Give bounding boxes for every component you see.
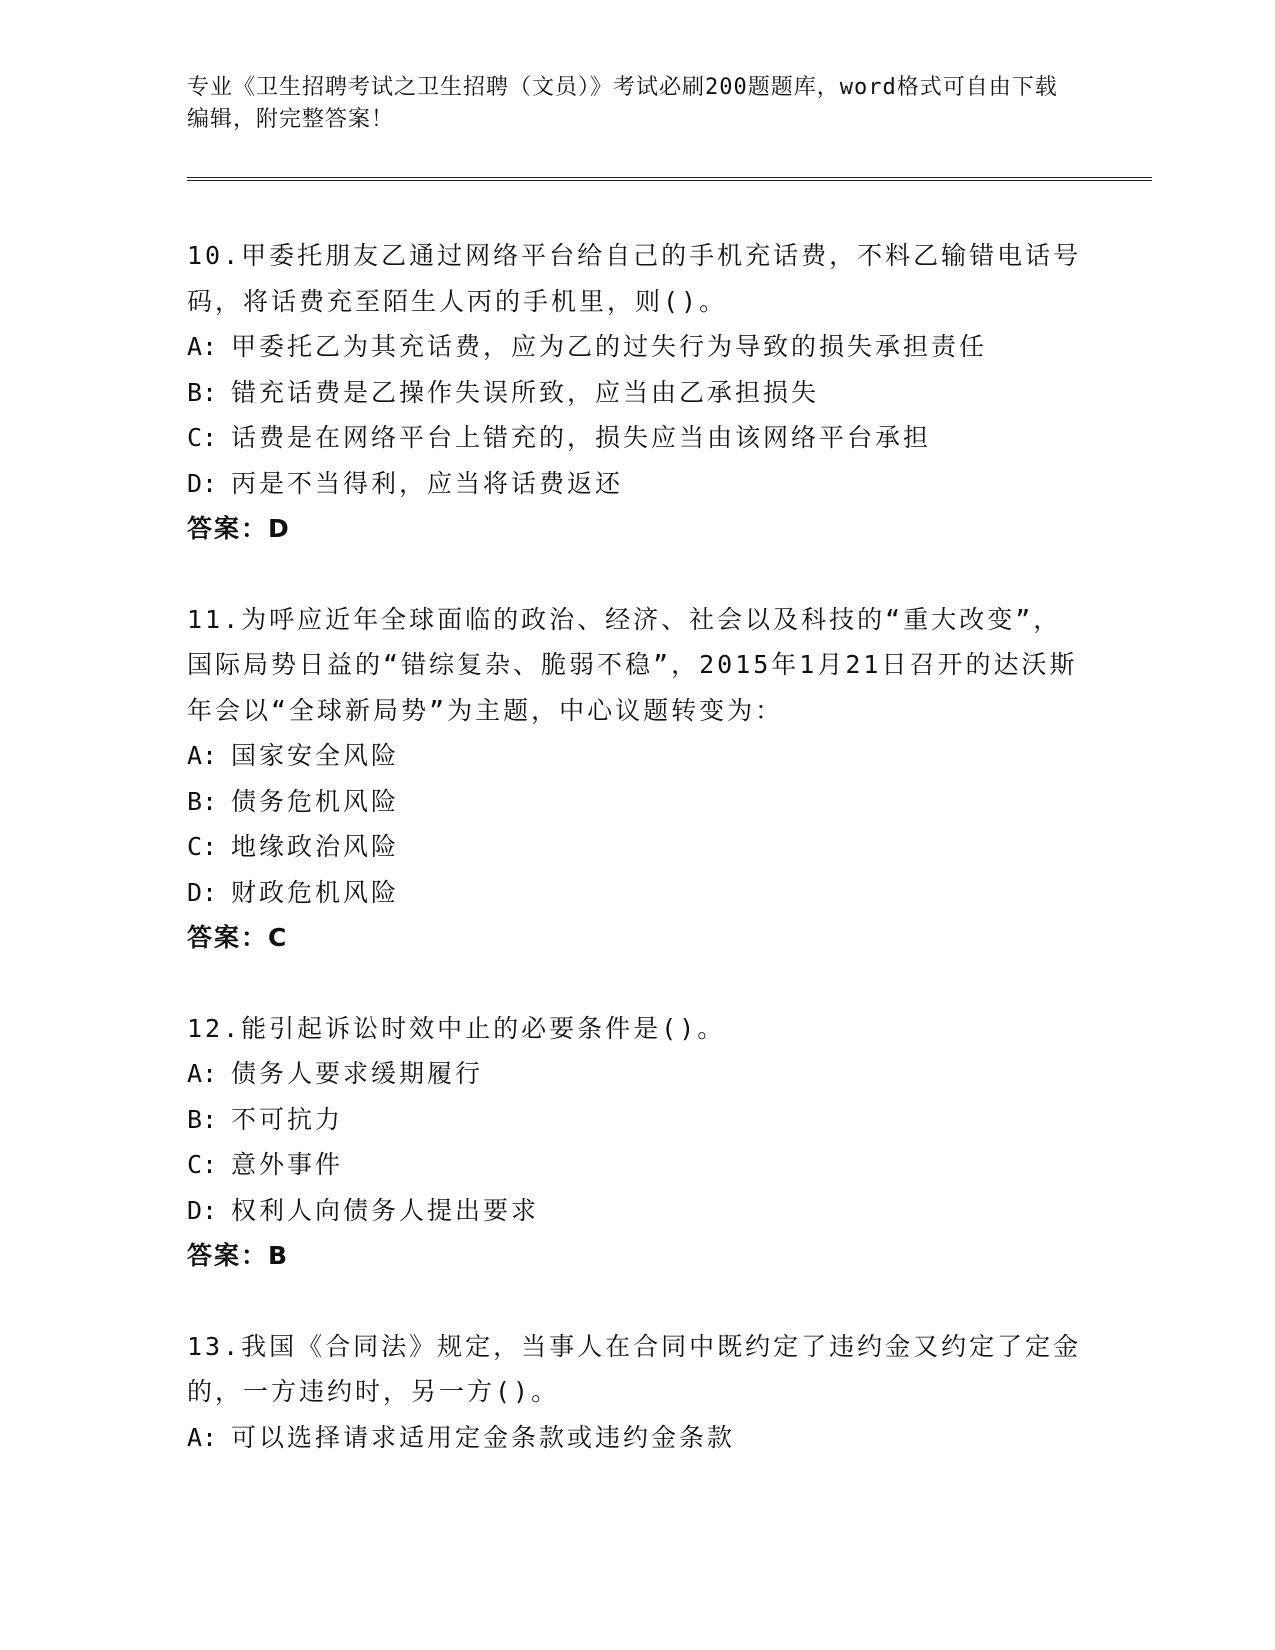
option-text: 可以选择请求适用定金条款或违约金条款 bbox=[231, 1422, 736, 1452]
question-list bbox=[187, 233, 1087, 1505]
option-key: D: bbox=[187, 468, 218, 498]
option-text: 丙是不当得利，应当将话费返还 bbox=[231, 468, 624, 498]
answer: 答案：B bbox=[187, 1241, 290, 1270]
option-text: 权利人向债务人提出要求 bbox=[231, 1195, 540, 1225]
option-text: 债务危机风险 bbox=[231, 786, 400, 816]
option-a bbox=[187, 324, 1087, 370]
option-key: A: bbox=[187, 741, 218, 770]
option-c bbox=[187, 824, 1087, 870]
option-key: B: bbox=[187, 1104, 218, 1134]
option-text: 国家安全风险 bbox=[231, 741, 400, 770]
question-text: 11.为呼应近年全球面临的政治、经济、社会以及科技的“重大改变”，国际局势日益的“错综复杂、脆弱不稳”，2015年1月21日召开的达沃斯年会以“全球新局势”为主题，中心议题转变为： bbox=[187, 604, 1078, 725]
option-key: A: bbox=[187, 1422, 218, 1452]
question-10 bbox=[187, 233, 1087, 552]
answer: 答案：C bbox=[187, 923, 289, 952]
option-d bbox=[187, 1188, 1087, 1234]
header-title: 专业《卫生招聘考试之卫生招聘（文员）》考试必刷200题题库，word格式可自由下载编辑，附完整答案！ bbox=[187, 75, 1058, 132]
option-text: 不可抗力 bbox=[231, 1104, 344, 1134]
option-key: D: bbox=[187, 1195, 218, 1225]
option-d bbox=[187, 461, 1087, 507]
question-text: 10.甲委托朋友乙通过网络平台给自己的手机充话费，不料乙输错电话号码，将话费充至陌生人丙的手机里，则()。 bbox=[187, 241, 1082, 316]
question-13 bbox=[187, 1324, 1087, 1461]
option-c bbox=[187, 415, 1087, 461]
option-text: 话费是在网络平台上错充的，损失应当由该网络平台承担 bbox=[231, 423, 932, 452]
option-d bbox=[187, 870, 1087, 916]
header-double-rule bbox=[187, 177, 1152, 181]
option-a bbox=[187, 1415, 1087, 1461]
option-a bbox=[187, 733, 1087, 779]
option-text: 地缘政治风险 bbox=[231, 832, 400, 861]
option-key: B: bbox=[187, 786, 218, 816]
option-text: 甲委托乙为其充话费，应为乙的过失行为导致的损失承担责任 bbox=[231, 332, 988, 361]
option-text: 债务人要求缓期履行 bbox=[231, 1059, 484, 1088]
option-a bbox=[187, 1051, 1087, 1097]
option-text: 意外事件 bbox=[231, 1150, 344, 1179]
option-text: 财政危机风险 bbox=[231, 877, 400, 907]
question-11 bbox=[187, 597, 1087, 961]
answer: 答案：D bbox=[187, 514, 291, 543]
option-b bbox=[187, 370, 1087, 416]
document-header bbox=[187, 72, 1067, 136]
option-key: D: bbox=[187, 877, 218, 907]
option-key: C: bbox=[187, 1150, 218, 1179]
option-c bbox=[187, 1142, 1087, 1188]
question-12 bbox=[187, 1006, 1087, 1279]
option-b bbox=[187, 779, 1087, 825]
option-key: A: bbox=[187, 1059, 218, 1088]
option-text: 错充话费是乙操作失误所致，应当由乙承担损失 bbox=[231, 377, 820, 407]
option-b bbox=[187, 1097, 1087, 1143]
option-key: A: bbox=[187, 332, 218, 361]
question-text: 13.我国《合同法》规定，当事人在合同中既约定了违约金又约定了定金的，一方违约时，另一方()。 bbox=[187, 1331, 1082, 1406]
option-key: B: bbox=[187, 377, 218, 407]
option-key: C: bbox=[187, 832, 218, 861]
question-text: 12.能引起诉讼时效中止的必要条件是()。 bbox=[187, 1013, 726, 1043]
option-key: C: bbox=[187, 423, 218, 452]
